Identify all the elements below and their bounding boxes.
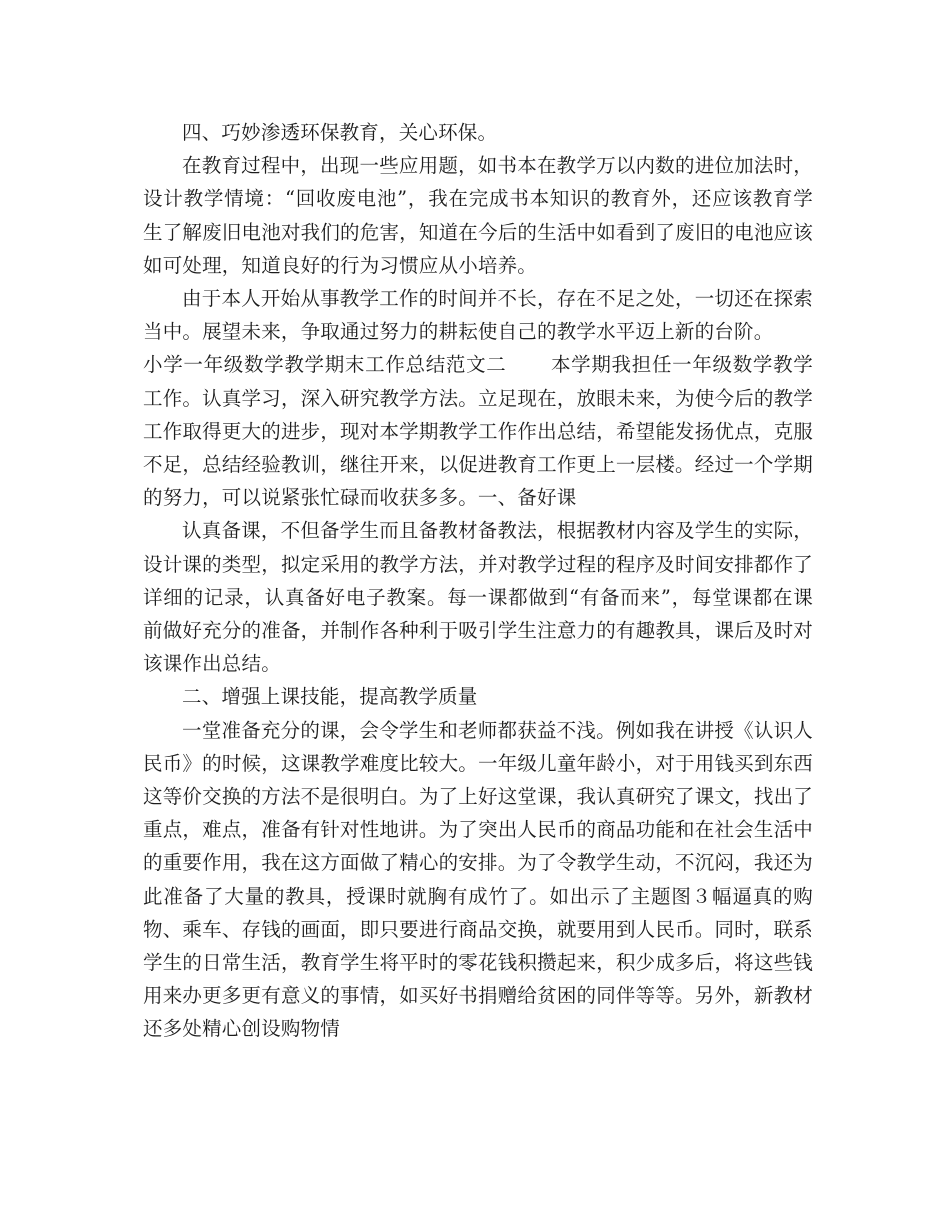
section-heading-teaching-quality: 二、增强上课技能，提高教学质量: [182, 685, 478, 709]
section-heading-environmental: 四、巧妙渗透环保教育，关心环保。: [182, 121, 498, 144]
paragraph-lesson-preparation: 认真备课，不但备学生而且备教材备教法，根据教材内容及学生的实际，设计课的类型，拟定采用的教学方法，并对教学过程的程序及时间安排都作了详细的记录，认真备好电子教案。每一课都做到“有备而来”，每堂课都在课前做好充分的准备，并制作各种利于吸引学生注意力的有趣教具，课后及时对该课作出总结。: [143, 519, 813, 676]
document-body: [143, 116, 813, 1046]
paragraph-sample-two: [143, 348, 813, 514]
sample-title: 小学一年级数学教学期末工作总结范文二: [143, 353, 507, 377]
sample-intro: 本学期我担任一年级数学教学工作。认真学习，深入研究教学方法。立足现在，放眼未来，为使今后的教学工作取得更大的进步，现对本学期教学工作作出总结，希望能发扬优点，克服不足，总结经验教训，继往开来，以促进教育工作更上一层楼。经过一个学期的努力，可以说紧张忙碌而收获多多。一、备好课: [143, 353, 813, 510]
paragraph-self-reflection: 由于本人开始从事教学工作的时间并不长，存在不足之处，一切还在探索当中。展望未来，争取通过努力的耕耘使自己的教学水平迈上新的台阶。: [143, 287, 813, 344]
paragraph-rmb-lesson: 一堂准备充分的课，会令学生和老师都获益不浅。例如我在讲授《认识人民币》的时候，这课教学难度比较大。一年级儿童年龄小，对于用钱买到东西这等价交换的方法不是很明白。为了上好这堂课，我认真研究了课文，找出了重点，难点，准备有针对性地讲。为了突出人民币的商品功能和在社会生活中的重要作用，我在这方面做了精心的安排。为了令教学生动，不沉闷，我还为此准备了大量的教具，授课时就胸有成竹了。如出示了主题图３幅逼真的购物、乘车、存钱的画面，即只要进行商品交换，就要用到人民币。同时，联系学生的日常生活，教育学生将平时的零花钱积攒起来，积少成多后，将这些钱用来办更多更有意义的事情，如买好书捐赠给贫困的同伴等等。另外，新教材还多处精心创设购物情: [143, 718, 813, 1041]
paragraph-environmental-education: 在教育过程中，出现一些应用题，如书本在教学万以内数的进位加法时，设计教学情境：“回收废电池”，我在完成书本知识的教育外，还应该教育学生了解废旧电池对我们的危害，知道在今后的生活中如看到了废旧的电池应该如可处理，知道良好的行为习惯应从小培养。: [143, 154, 813, 277]
